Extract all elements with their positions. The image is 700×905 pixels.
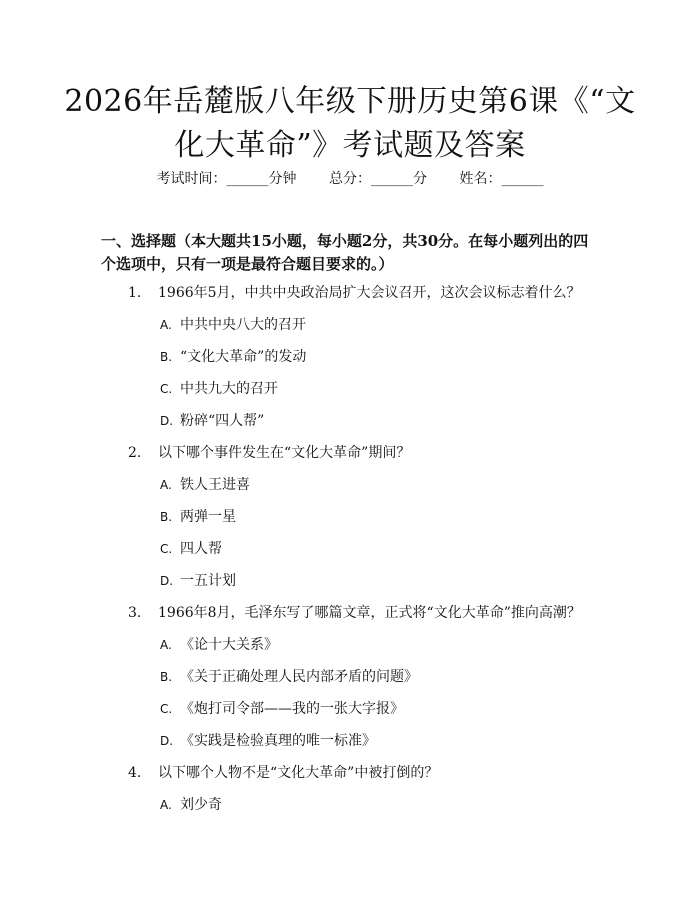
question-number: 1. bbox=[128, 285, 142, 301]
option-3c: C. 《炮打司令部——我的一张大字报》 bbox=[160, 701, 404, 717]
question-4 bbox=[128, 762, 438, 782]
option-3b: B. 《关于正确处理人民内部矛盾的问题》 bbox=[160, 669, 418, 685]
option-2a: A. 铁人王进喜 bbox=[160, 477, 250, 493]
question-3 bbox=[128, 602, 581, 622]
question-number: 3. bbox=[128, 605, 142, 621]
total-score: 总分：______分 bbox=[329, 171, 427, 187]
document-title: 2026年岳麓版八年级下册历史第6课《“文化大革命”》考试题及答案 bbox=[64, 84, 636, 163]
exam-time: 考试时间：______分钟 bbox=[156, 171, 297, 187]
option-2c: C. 四人帮 bbox=[160, 541, 222, 557]
question-number: 4. bbox=[128, 765, 142, 781]
question-text: 以下哪个事件发生在“文化大革命”期间？ bbox=[158, 445, 411, 461]
option-1a: A. 中共中央八大的召开 bbox=[160, 317, 306, 333]
option-3d: D. 《实践是检验真理的唯一标准》 bbox=[160, 733, 376, 749]
section-heading: 一、选择题（本大题共15小题，每小题2分，共30分。在每小题列出的四个选项中，只有一项是最符合题目要求的。） bbox=[101, 232, 589, 273]
option-2b: B. 两弹一星 bbox=[160, 509, 236, 525]
option-1b: B. “文化大革命”的发动 bbox=[160, 349, 307, 365]
option-2d: D. 一五计划 bbox=[160, 573, 236, 589]
question-number: 2. bbox=[128, 445, 142, 461]
option-1d: D. 粉碎“四人帮” bbox=[160, 413, 265, 429]
option-4a: A. 刘少奇 bbox=[160, 797, 222, 813]
question-text: 以下哪个人物不是“文化大革命”中被打倒的？ bbox=[158, 765, 439, 781]
option-3a: A. 《论十大关系》 bbox=[160, 637, 278, 653]
question-1 bbox=[128, 282, 581, 302]
exam-meta bbox=[0, 168, 700, 188]
student-name: 姓名：______ bbox=[459, 171, 544, 187]
question-text: 1966年5月，中共中央政治局扩大会议召开，这次会议标志着什么？ bbox=[158, 285, 581, 301]
option-1c: C. 中共九大的召开 bbox=[160, 381, 278, 397]
question-2 bbox=[128, 442, 410, 462]
question-text: 1966年8月，毛泽东写了哪篇文章，正式将“文化大革命”推向高潮？ bbox=[158, 605, 581, 621]
